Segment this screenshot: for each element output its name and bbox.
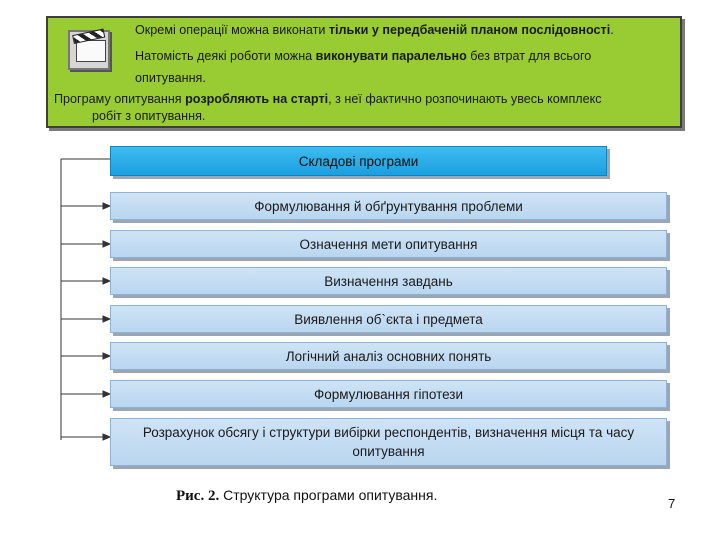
figure-caption <box>176 487 437 505</box>
diagram-item-5: Логічний аналіз основних понять <box>110 342 667 370</box>
connector-arrowhead-4 <box>103 316 110 322</box>
info-line-5: робіт з опитування. <box>92 109 206 123</box>
diagram-item-1: Формулювання й обґрунтування проблеми <box>110 192 667 220</box>
page-number: 7 <box>668 496 676 511</box>
connector-arrowhead-6 <box>103 391 110 397</box>
diagram-item-4: Виявлення об`єкта і предмета <box>110 305 667 333</box>
diagram-item-7: Розрахунок обсягу і структури вибірки респондентів, визначення місця та часу опитування <box>110 418 667 466</box>
connector-arrowhead-7 <box>103 434 110 440</box>
info-line-1: Окремі операції можна виконати тільки у передбаченій планом послідовності. <box>135 23 614 37</box>
connector-arrowhead-2 <box>103 241 110 247</box>
info-line-4: Програму опитування розробляють на старті, з неї фактично розпочинають увесь комплекс <box>54 92 602 106</box>
figure-text: Структура програми опитування. <box>219 487 438 503</box>
figure-label: Рис. 2. <box>176 488 220 504</box>
info-line-2: Натомість деякі роботи можна виконувати паралельно без втрат для всього <box>135 49 592 63</box>
info-line-3: опитування. <box>135 71 206 85</box>
diagram-item-2: Означення мети опитування <box>110 230 667 258</box>
connector-arrowhead-3 <box>103 278 110 284</box>
diagram-header: Складові програми <box>110 146 607 176</box>
diagram-item-6: Формулювання гіпотези <box>110 380 667 408</box>
diagram-item-3: Визначення завдань <box>110 267 667 295</box>
connector-arrowhead-5 <box>103 353 110 359</box>
connector-arrowhead-1 <box>103 203 110 209</box>
